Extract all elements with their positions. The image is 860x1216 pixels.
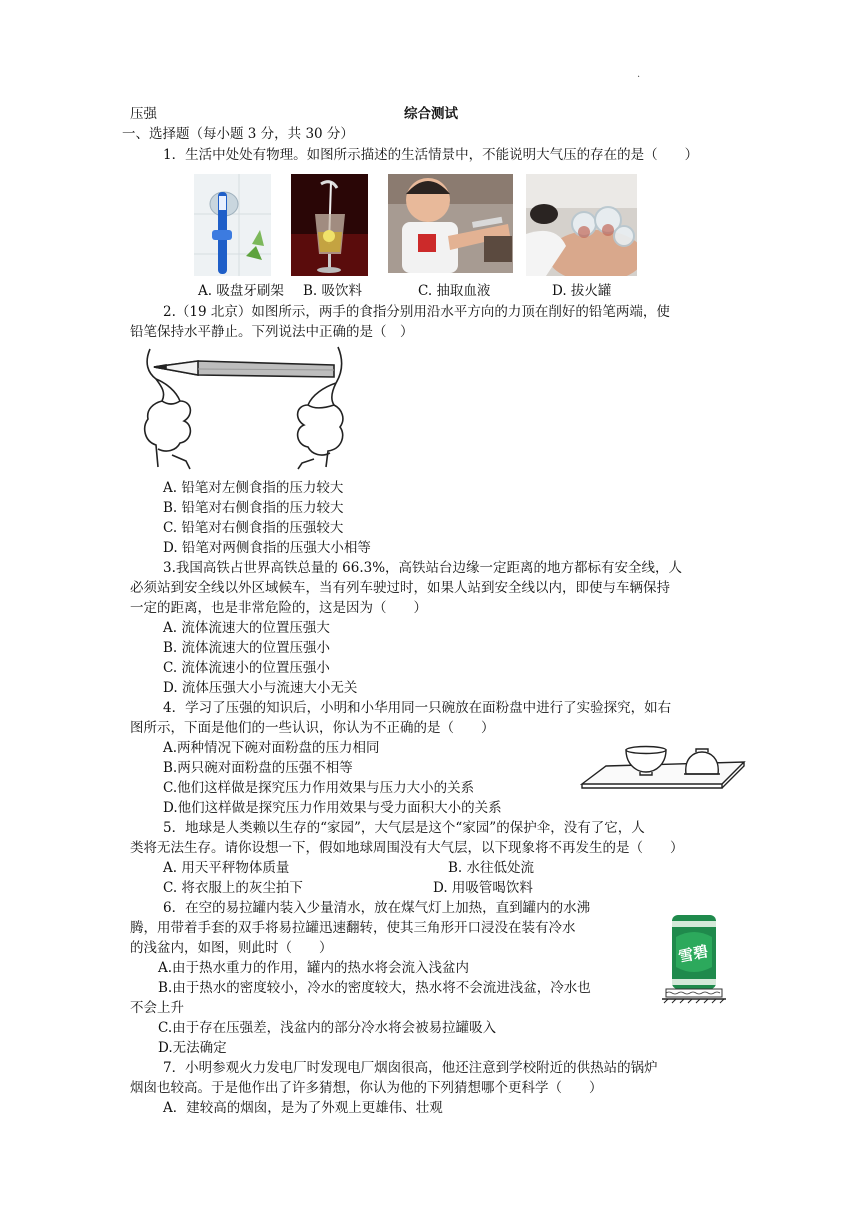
q3-option-d: D. 流体压强大小与流速大小无关: [163, 680, 358, 696]
q6-option-b-line1: B.由于热水的密度较小，冷水的密度较大，热水将不会流进浅盆，冷水也: [158, 980, 591, 996]
q3-stem-line3: 一定的距离，也是非常危险的，这是因为（ ）: [130, 600, 427, 616]
pencil-fingers-diagram: [136, 343, 351, 470]
q5-option-d: D. 用吸管喝饮料: [433, 880, 533, 896]
q4-option-c: C.他们这样做是探究压力作用效果与压力大小的关系: [163, 780, 475, 796]
q2-option-c: C. 铅笔对右侧食指的压强较大: [163, 520, 344, 536]
q1-stem: 1．生活中处处有物理。如图所示描述的生活情景中，不能说明大气压的存在的是（ ）: [163, 147, 699, 163]
q3-stem-line1: 3.我国高铁占世界高铁总量的 66.3%，高铁站台边缘一定距离的地方都标有安全线，人: [163, 560, 683, 576]
q6-option-d: D.无法确定: [158, 1040, 227, 1056]
drink-straw-image: [291, 174, 368, 276]
q2-option-a: A. 铅笔对左侧食指的压力较大: [163, 480, 344, 496]
can-label: 雪碧: [676, 942, 710, 966]
q5-option-a: A. 用天平秤物体质量: [163, 860, 290, 876]
q3-option-b: B. 流体流速大的位置压强小: [163, 640, 331, 656]
q7-stem-line1: 7．小明参观火力发电厂时发现电厂烟囱很高，他还注意到学校附近的供热站的锅炉: [163, 1060, 658, 1076]
q2-stem-line1: 2.（19 北京）如图所示，两手的食指分别用沿水平方向的力顶在削好的铅笔两端，使: [163, 304, 670, 320]
q4-option-d: D.他们这样做是探究压力作用效果与受力面积大小的关系: [163, 800, 502, 816]
q4-option-a: A.两种情况下碗对面粉盘的压力相同: [163, 740, 380, 756]
q5-stem-line1: 5．地球是人类赖以生存的“家园”，大气层是这个“家园”的保护伞，没有了它，人: [163, 820, 645, 836]
q6-option-a: A.由于热水重力的作用，罐内的热水将会流入浅盆内: [158, 960, 470, 976]
q3-option-a: A. 流体流速大的位置压强大: [163, 620, 330, 636]
q4-option-b: B.两只碗对面粉盘的压强不相等: [163, 760, 353, 776]
cupping-image: [526, 174, 637, 276]
q1-option-b: B. 吸饮料: [303, 283, 363, 299]
q3-stem-line2: 必须站到安全线以外区域候车，当有列车驶过时，如果人站到安全线以内，即使与车辆保持: [130, 580, 670, 596]
q6-stem-line1: 6．在空的易拉罐内装入少量清水，放在煤气灯上加热，直到罐内的水沸: [163, 900, 591, 916]
q1-option-d: D. 拔火罐: [552, 283, 612, 299]
toothbrush-holder-image: [194, 174, 271, 276]
q5-option-b: B. 水往低处流: [448, 860, 535, 876]
q3-option-c: C. 流体流速小的位置压强小: [163, 660, 330, 676]
soda-can-in-water-diagram: [662, 913, 726, 1009]
q4-stem-line2: 图所示，下面是他们的一些认识，你认为不正确的是（ ）: [130, 720, 495, 736]
bowls-on-flour-tray-diagram: [580, 740, 746, 790]
q6-stem-line3: 的浅盆内，如图，则此时（ ）: [130, 940, 333, 956]
q1-option-a: A. 吸盘牙刷架: [198, 283, 284, 299]
q7-option-a: A．建较高的烟囱，是为了外观上更雄伟、壮观: [163, 1100, 443, 1116]
q7-stem-line2: 烟囱也较高。于是他作出了许多猜想，你认为他的下列猜想哪个更科学（ ）: [130, 1080, 603, 1096]
header-subject: 压强: [130, 106, 157, 122]
q6-stem-line2: 腾，用带着手套的双手将易拉罐迅速翻转，使其三角形开口浸没在装有冷水: [130, 920, 576, 936]
q6-option-c: C.由于存在压强差，浅盆内的部分冷水将会被易拉罐吸入: [158, 1020, 497, 1036]
q2-stem-line2: 铅笔保持水平静止。下列说法中正确的是（ ）: [130, 324, 414, 340]
page-title: 综合测试: [404, 106, 458, 122]
page-dot: ·: [637, 72, 641, 83]
blood-draw-image: [388, 174, 513, 273]
q2-option-b: B. 铅笔对右侧食指的压力较大: [163, 500, 344, 516]
section-heading: 一、选择题（每小题 3 分，共 30 分）: [122, 126, 354, 142]
q6-option-b-line2: 不会上升: [130, 1000, 184, 1016]
q2-option-d: D. 铅笔对两侧食指的压强大小相等: [163, 540, 371, 556]
q1-option-c: C. 抽取血液: [418, 283, 491, 299]
q4-stem-line1: 4．学习了压强的知识后，小明和小华用同一只碗放在面粉盘中进行了实验探究，如右: [163, 700, 672, 716]
q5-stem-line2: 类将无法生存。请你设想一下，假如地球周围没有大气层，以下现象将不再发生的是（ ）: [130, 840, 684, 856]
q5-option-c: C. 将衣服上的灰尘拍下: [163, 880, 303, 896]
